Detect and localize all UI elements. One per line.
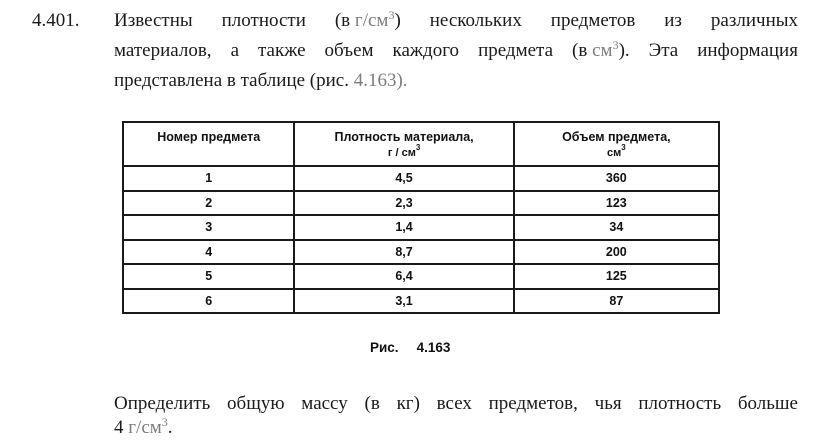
cell-density: 2,3: [294, 191, 513, 216]
problem-statement: [32, 6, 798, 96]
unit-volume: см: [592, 40, 613, 61]
word: ): [394, 10, 401, 31]
word: массу: [301, 393, 348, 414]
word: Определить: [114, 393, 211, 414]
word: предметов: [550, 10, 636, 31]
word: Известны: [114, 10, 193, 31]
cell-density: 3,1: [294, 289, 513, 314]
cell-density: 8,7: [294, 240, 513, 265]
cell-number: 2: [123, 191, 294, 216]
problem-line-3: [32, 66, 798, 96]
word: а: [230, 40, 239, 61]
question-line-2: 4 $г/см^3$.: [114, 415, 173, 438]
cell-density: 6,4: [294, 264, 513, 289]
header-volume-unit: см: [606, 147, 622, 159]
caption-number: 4.163: [416, 340, 451, 355]
cell-number: 3: [123, 215, 294, 240]
problem-line-3-text: представлена в таблице (рис.: [114, 70, 349, 91]
superscript: 3: [161, 415, 168, 429]
table-header-row: [123, 122, 719, 166]
cell-number: 1: [123, 166, 294, 191]
header-volume: Объем предмета, $см^3$: [514, 122, 719, 166]
word: кг): [396, 393, 420, 414]
word: плотность: [638, 393, 722, 414]
cell-volume: 123: [514, 191, 719, 216]
word: нескольких: [429, 10, 522, 31]
table-row: [123, 215, 719, 240]
cell-density: 1,4: [294, 215, 513, 240]
word: Эта: [648, 40, 679, 61]
header-density-unit: г / см: [387, 147, 416, 159]
word: чья: [594, 393, 622, 414]
word: предметов,: [488, 393, 578, 414]
cell-number: 5: [123, 264, 294, 289]
question-line-1: [114, 392, 798, 416]
superscript: 3: [621, 143, 626, 152]
problem-number: 4.401.: [32, 10, 80, 31]
cell-volume: 125: [514, 264, 719, 289]
table-row: [123, 264, 719, 289]
unit-density: г/см: [354, 10, 389, 31]
cell-volume: 87: [514, 289, 719, 314]
word: каждого: [392, 40, 460, 61]
cell-number: 4: [123, 240, 294, 265]
word: всех: [436, 393, 472, 414]
word: (в: [572, 40, 588, 61]
word: объем: [324, 40, 374, 61]
word: информация: [697, 40, 798, 61]
figure-caption: [370, 340, 450, 355]
table-row: [123, 166, 719, 191]
problem-line-2: [32, 36, 798, 66]
cell-volume: 360: [514, 166, 719, 191]
threshold-unit: г/см: [128, 417, 162, 438]
problem-line-1: [32, 6, 798, 36]
word: также: [258, 40, 306, 61]
cell-volume: 200: [514, 240, 719, 265]
superscript: 3: [612, 38, 619, 52]
word: из: [664, 10, 682, 31]
table-row: [123, 191, 719, 216]
word: плотности: [221, 10, 306, 31]
threshold-value: 4: [114, 417, 124, 438]
word: материалов,: [114, 40, 212, 61]
table-row: [123, 289, 719, 314]
figure-reference: 4.163).: [353, 70, 408, 91]
cell-density: 4,5: [294, 166, 513, 191]
superscript: 3: [415, 143, 421, 152]
question-text: [114, 392, 798, 440]
header-item-number: Номер предмета: [123, 122, 294, 166]
word: общую: [227, 393, 285, 414]
word: (в: [334, 10, 351, 31]
caption-label: Рис.: [370, 340, 399, 355]
superscript: 3: [388, 8, 395, 22]
table-row: [123, 240, 719, 265]
cell-number: 6: [123, 289, 294, 314]
cell-volume: 34: [514, 215, 719, 240]
word: предмета: [478, 40, 554, 61]
word: больше: [737, 393, 798, 414]
data-table: [122, 121, 720, 314]
word: (в: [364, 393, 380, 414]
word: различных: [710, 10, 798, 31]
word: ).: [618, 40, 630, 61]
header-density: Плотность материала, г / $см^3$: [294, 122, 513, 166]
